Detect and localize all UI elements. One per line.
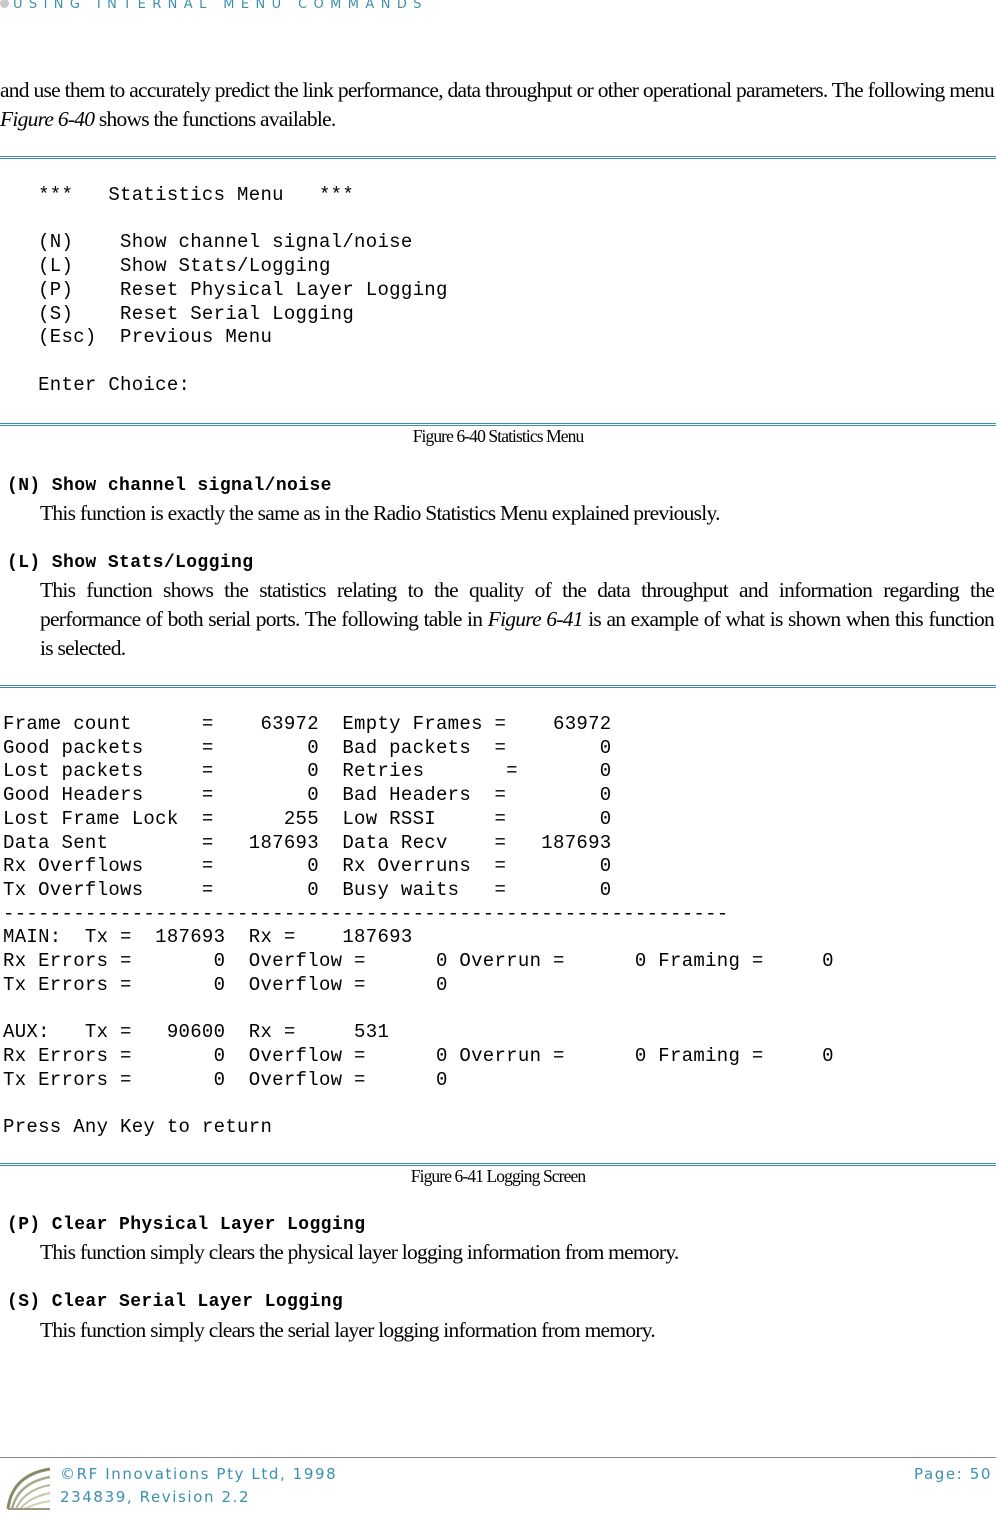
page-number: Page: 50: [913, 1465, 992, 1483]
bullet-icon: [0, 0, 9, 8]
screen-line: [3, 350, 448, 374]
screen-line: Press Any Key to return: [3, 1115, 273, 1138]
screen-line: [3, 208, 448, 232]
company-logo-icon: [4, 1463, 54, 1513]
screen-line: (N) Show channel signal/noise: [3, 231, 413, 254]
intro-paragraph: and use them to accurately predict the link performance, data throughput or other operational parameters. The following menu Figure 6-40 shows the functions available.: [0, 78, 994, 131]
screen-line: [3, 997, 834, 1021]
screen-line: Tx Overflows = 0 Busy waits = 0: [3, 878, 612, 901]
screen-line: (Esc) Previous Menu: [3, 326, 273, 349]
screen-line: Good packets = 0 Bad packets = 0: [3, 736, 612, 759]
screen-line: Tx Errors = 0 Overflow = 0: [3, 1068, 448, 1091]
screen-line: Lost packets = 0 Retries = 0: [3, 760, 612, 783]
divider: [0, 156, 996, 159]
figure-caption: Figure 6-40 Statistics Menu: [412, 426, 584, 446]
statistics-menu-screen: [3, 184, 448, 397]
section-heading: (L) Show Stats/Logging: [7, 553, 254, 573]
screen-line: [3, 1092, 834, 1116]
logging-screen: [3, 713, 834, 1140]
footer-copyright: ©RF Innovations Pty Ltd, 1998: [60, 1465, 338, 1483]
screen-line: Tx Errors = 0 Overflow = 0: [3, 973, 448, 996]
screen-line: --------------------------------------------------------------: [3, 902, 729, 925]
screen-line: AUX: Tx = 90600 Rx = 531: [3, 1021, 390, 1044]
figure-caption: Figure 6-41 Logging Screen: [410, 1166, 586, 1186]
figure-reference: Figure 6-41: [487, 607, 583, 631]
screen-line: Rx Errors = 0 Overflow = 0 Overrun = 0 Framing = 0: [3, 1044, 834, 1067]
screen-line: (P) Reset Physical Layer Logging: [3, 278, 448, 301]
screen-line: Data Sent = 187693 Data Recv = 187693: [3, 831, 612, 854]
section-text: This function simply clears the serial layer logging information from memory.: [40, 1318, 655, 1342]
screen-line: (S) Reset Serial Logging: [3, 302, 355, 325]
section-text: This function simply clears the physical layer logging information from memory.: [40, 1240, 679, 1264]
screen-line: Rx Overflows = 0 Rx Overruns = 0: [3, 855, 612, 878]
section-heading: (N) Show channel signal/noise: [7, 476, 332, 496]
screen-line: Frame count = 63972 Empty Frames = 63972: [3, 713, 612, 735]
running-header: [0, 0, 428, 12]
screen-line: Enter Choice:: [3, 373, 191, 396]
screen-line: (L) Show Stats/Logging: [3, 255, 331, 278]
section-text: This function shows the statistics relating to the quality of the data throughput and information regarding the performance of both serial ports. The following table in Figure 6-41 is an example of what is shown when this function is selected.: [40, 578, 994, 660]
section-heading: (S) Clear Serial Layer Logging: [7, 1292, 344, 1312]
screen-line: Lost Frame Lock = 255 Low RSSI = 0: [3, 807, 612, 830]
footer-divider: [0, 1457, 996, 1458]
section-text: This function is exactly the same as in the Radio Statistics Menu explained previously.: [40, 501, 720, 525]
running-header-title: USING INTERNAL MENU COMMANDS: [13, 0, 428, 12]
footer-doc-number: 234839, Revision 2.2: [60, 1488, 251, 1506]
divider: [0, 685, 996, 688]
section-heading: (P) Clear Physical Layer Logging: [7, 1215, 366, 1235]
screen-line: Rx Errors = 0 Overflow = 0 Overrun = 0 Framing = 0: [3, 950, 834, 973]
screen-line: *** Statistics Menu ***: [3, 184, 355, 206]
screen-line: MAIN: Tx = 187693 Rx = 187693: [3, 926, 413, 949]
screen-line: Good Headers = 0 Bad Headers = 0: [3, 784, 612, 807]
figure-reference: Figure 6-40: [0, 107, 95, 131]
